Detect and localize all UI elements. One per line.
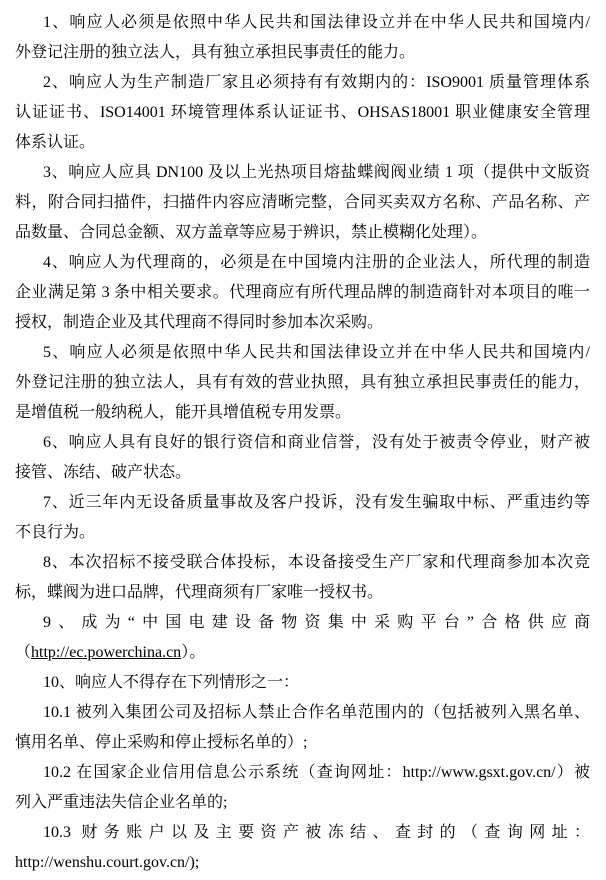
text-line: 慎用名单、停止采购和停止授标名单的）; bbox=[15, 734, 308, 751]
text-line: 4、响应人为代理商的，必须是在中国境内注册的企业法人，所代理的制造 bbox=[43, 254, 590, 271]
clause-6 bbox=[15, 428, 590, 488]
text-line: 1、响应人必须是依照中华人民共和国法律设立并在中华人民共和国境内/ bbox=[43, 14, 590, 31]
text-line: 3、响应人应具 DN100 及以上光热项目熔盐蝶阀阀业绩 1 项（提供中文版资 bbox=[43, 164, 590, 181]
text-line: 2、响应人为生产制造厂家且必须持有有效期内的：ISO9001 质量管理体系 bbox=[43, 74, 590, 91]
clause-10-2 bbox=[15, 758, 590, 818]
clause-10-3 bbox=[15, 818, 590, 878]
text-line: 列入严重违法失信企业名单的; bbox=[15, 794, 228, 811]
text-line: 9、成为“中国电建设备物资集中采购平台”合格供应商 bbox=[43, 614, 590, 631]
text-line: 企业满足第 3 条中相关要求。代理商应有所代理品牌的制造商针对本项目的唯一 bbox=[15, 284, 590, 301]
text-segment: ）。 bbox=[181, 644, 206, 661]
clause-4 bbox=[15, 248, 590, 338]
text-line: 7、近三年内无设备质量事故及客户投诉，没有发生骗取中标、严重违约等 bbox=[43, 494, 590, 511]
text-line: 品数量、合同总金额、双方盖章等应易于辨识，禁止模糊化处理）。 bbox=[15, 224, 488, 241]
clause-9 bbox=[15, 608, 590, 668]
document-body bbox=[15, 8, 590, 878]
text-line: 10.1 被列入集团公司及招标人禁止合作名单范围内的（包括被列入黑名单、 bbox=[43, 704, 590, 721]
text-line: 标，蝶阀为进口品牌，代理商须有厂家唯一授权书。 bbox=[15, 584, 384, 601]
clause-3 bbox=[15, 158, 590, 248]
text-line: 料，附合同扫描件，扫描件内容应清晰完整，合同买卖双方名称、产品名称、产 bbox=[15, 194, 590, 211]
clause-8 bbox=[15, 548, 590, 608]
text-line: 认证证书、ISO14001 环境管理体系认证证书、OHSAS18001 职业健康安全管理 bbox=[15, 104, 590, 121]
text-line: 10.3 财务账户以及主要资产被冻结、查封的（查询网址： bbox=[43, 824, 590, 841]
text-line: http://wenshu.court.gov.cn/); bbox=[15, 854, 200, 871]
text-line: 体系认证。 bbox=[15, 134, 96, 151]
text-line: 授权，制造企业及其代理商不得同时参加本次采购。 bbox=[15, 314, 384, 331]
link-ec-powerchina[interactable]: http://ec.powerchina.cn bbox=[31, 644, 182, 661]
clause-2 bbox=[15, 68, 590, 158]
text-line: 外登记注册的独立法人，具有有效的营业执照，具有独立承担民事责任的能力， bbox=[15, 374, 590, 391]
text-line: 接管、冻结、破产状态。 bbox=[15, 464, 192, 481]
clause-10 bbox=[15, 668, 590, 698]
clause-1 bbox=[15, 8, 590, 68]
text-line: 是增值税一般纳税人，能开具增值税专用发票。 bbox=[15, 404, 352, 421]
clause-5 bbox=[15, 338, 590, 428]
text-line: 8、本次招标不接受联合体投标，本设备接受生产厂家和代理商参加本次竞 bbox=[43, 554, 590, 571]
clause-10-1 bbox=[15, 698, 590, 758]
text-segment: （ bbox=[15, 644, 32, 661]
text-line: 10.2 在国家企业信用信息公示系统（查询网址：http://www.gsxt.gov.cn/）被 bbox=[43, 764, 590, 781]
text-line: 6、响应人具有良好的银行资信和商业信誉，没有处于被责令停业，财产被 bbox=[43, 434, 590, 451]
text-line bbox=[15, 638, 590, 668]
text-line: 外登记注册的独立法人，具有独立承担民事责任的能力。 bbox=[15, 44, 416, 61]
clause-7 bbox=[15, 488, 590, 548]
text-line: 不良行为。 bbox=[15, 524, 96, 541]
text-line: 5、响应人必须是依照中华人民共和国法律设立并在中华人民共和国境内/ bbox=[43, 344, 590, 361]
text-line: 10、响应人不得存在下列情形之一： bbox=[43, 674, 300, 691]
